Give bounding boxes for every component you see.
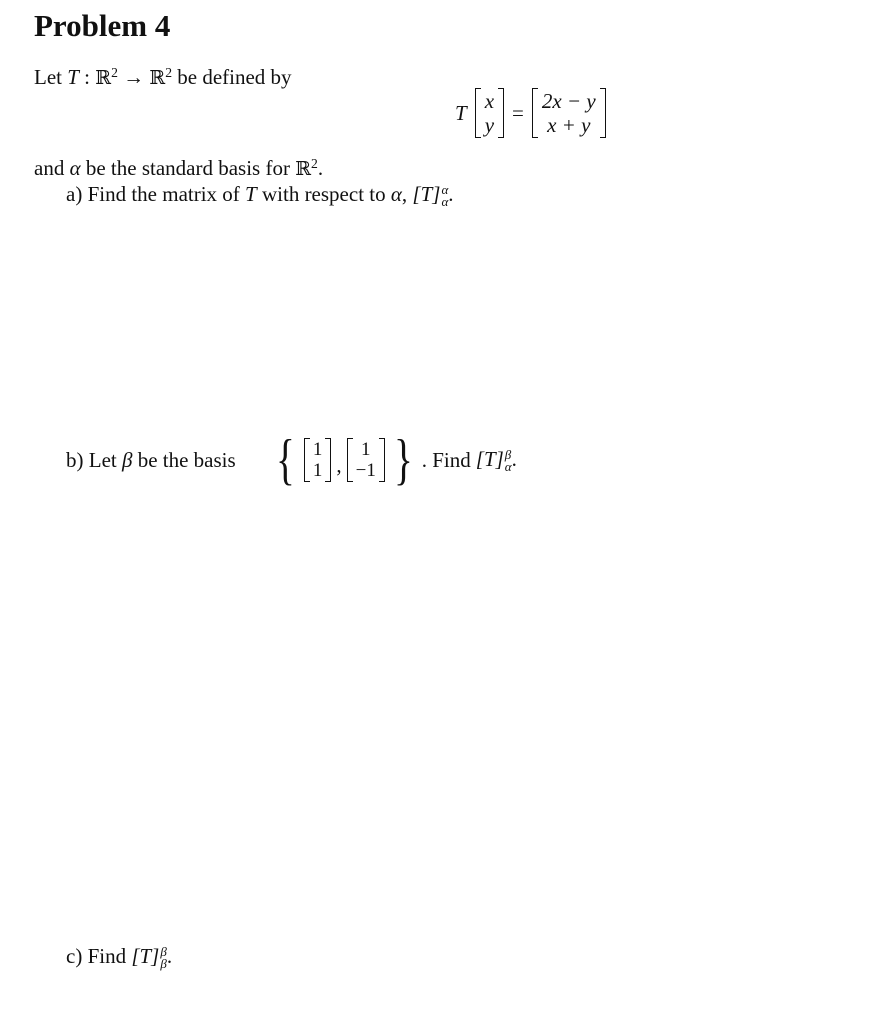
part-a-bracket: [T] [412, 182, 441, 206]
part-a-sup: α [441, 181, 449, 197]
part-c [66, 944, 172, 971]
part-c-label: c) Find [66, 944, 127, 968]
intro-line [34, 65, 292, 90]
output-vector [532, 88, 606, 138]
intro-T: T [67, 65, 79, 89]
part-b-indices [504, 446, 512, 474]
left-brace: { [276, 429, 295, 491]
output-row-2: x + y [547, 113, 591, 137]
intro-defined: be defined by [177, 65, 292, 89]
basis-sentence [34, 156, 323, 181]
output-row-1: 2x − y [541, 89, 596, 113]
intro-codomain-R: ℝ [149, 67, 166, 89]
part-b-target [476, 447, 517, 474]
v1-row-2: 1 [312, 460, 323, 481]
basis-vector-1 [304, 438, 332, 482]
input-vector [475, 88, 504, 138]
intro-let: Let [34, 65, 62, 89]
part-c-sub: β [160, 956, 167, 972]
part-a-alpha: α [390, 182, 402, 206]
intro-domain-exp: 2 [111, 65, 118, 81]
basis-pre: and [34, 156, 65, 180]
part-b-sup: β [504, 446, 512, 462]
part-b-label: b) Let [66, 448, 117, 472]
part-b-label-line [66, 448, 236, 473]
intro-domain-R: ℝ [95, 67, 112, 89]
basis-post: be the standard basis for [85, 156, 290, 180]
part-b-beta: β [121, 448, 133, 472]
basis-separator: , [336, 453, 342, 477]
basis-end: . [317, 156, 324, 180]
part-b-sub: α [504, 458, 512, 474]
v2-row-1: 1 [361, 439, 371, 460]
part-a-end: . [448, 182, 454, 206]
intro-codomain-exp: 2 [165, 65, 173, 81]
part-b-after: . Find [421, 447, 471, 472]
eq-equals: = [512, 100, 524, 125]
basis-exp: 2 [311, 156, 318, 172]
input-x: x [484, 89, 495, 113]
intro-colon: : [84, 65, 91, 89]
problem-title: Problem 4 [34, 8, 171, 43]
part-a-T: T [245, 182, 257, 206]
part-b-end: . [511, 446, 517, 471]
part-a-comma: , [401, 182, 408, 206]
basis-vector-2 [347, 438, 385, 482]
basis-R: ℝ [295, 158, 312, 180]
right-brace: } [393, 429, 413, 491]
part-b-mid: be the basis [137, 448, 236, 472]
v2-row-2: −1 [355, 460, 376, 481]
part-b-bracket: [T] [475, 446, 504, 471]
part-c-sup: β [160, 943, 167, 959]
basis-alpha: α [69, 156, 81, 180]
part-c-bracket: [T] [131, 944, 160, 968]
part-b-basis-set [272, 429, 517, 491]
part-a-mid: with respect to [261, 182, 386, 206]
v1-row-1: 1 [312, 439, 323, 460]
intro-arrow: → [123, 65, 145, 89]
eq-T: T [455, 100, 467, 125]
input-y: y [484, 113, 495, 137]
part-c-end: . [166, 944, 173, 968]
part-a-label: a) Find the matrix of [66, 182, 240, 206]
part-a-sub: α [441, 194, 449, 210]
part-a [66, 182, 454, 209]
definition-equation [455, 88, 606, 138]
